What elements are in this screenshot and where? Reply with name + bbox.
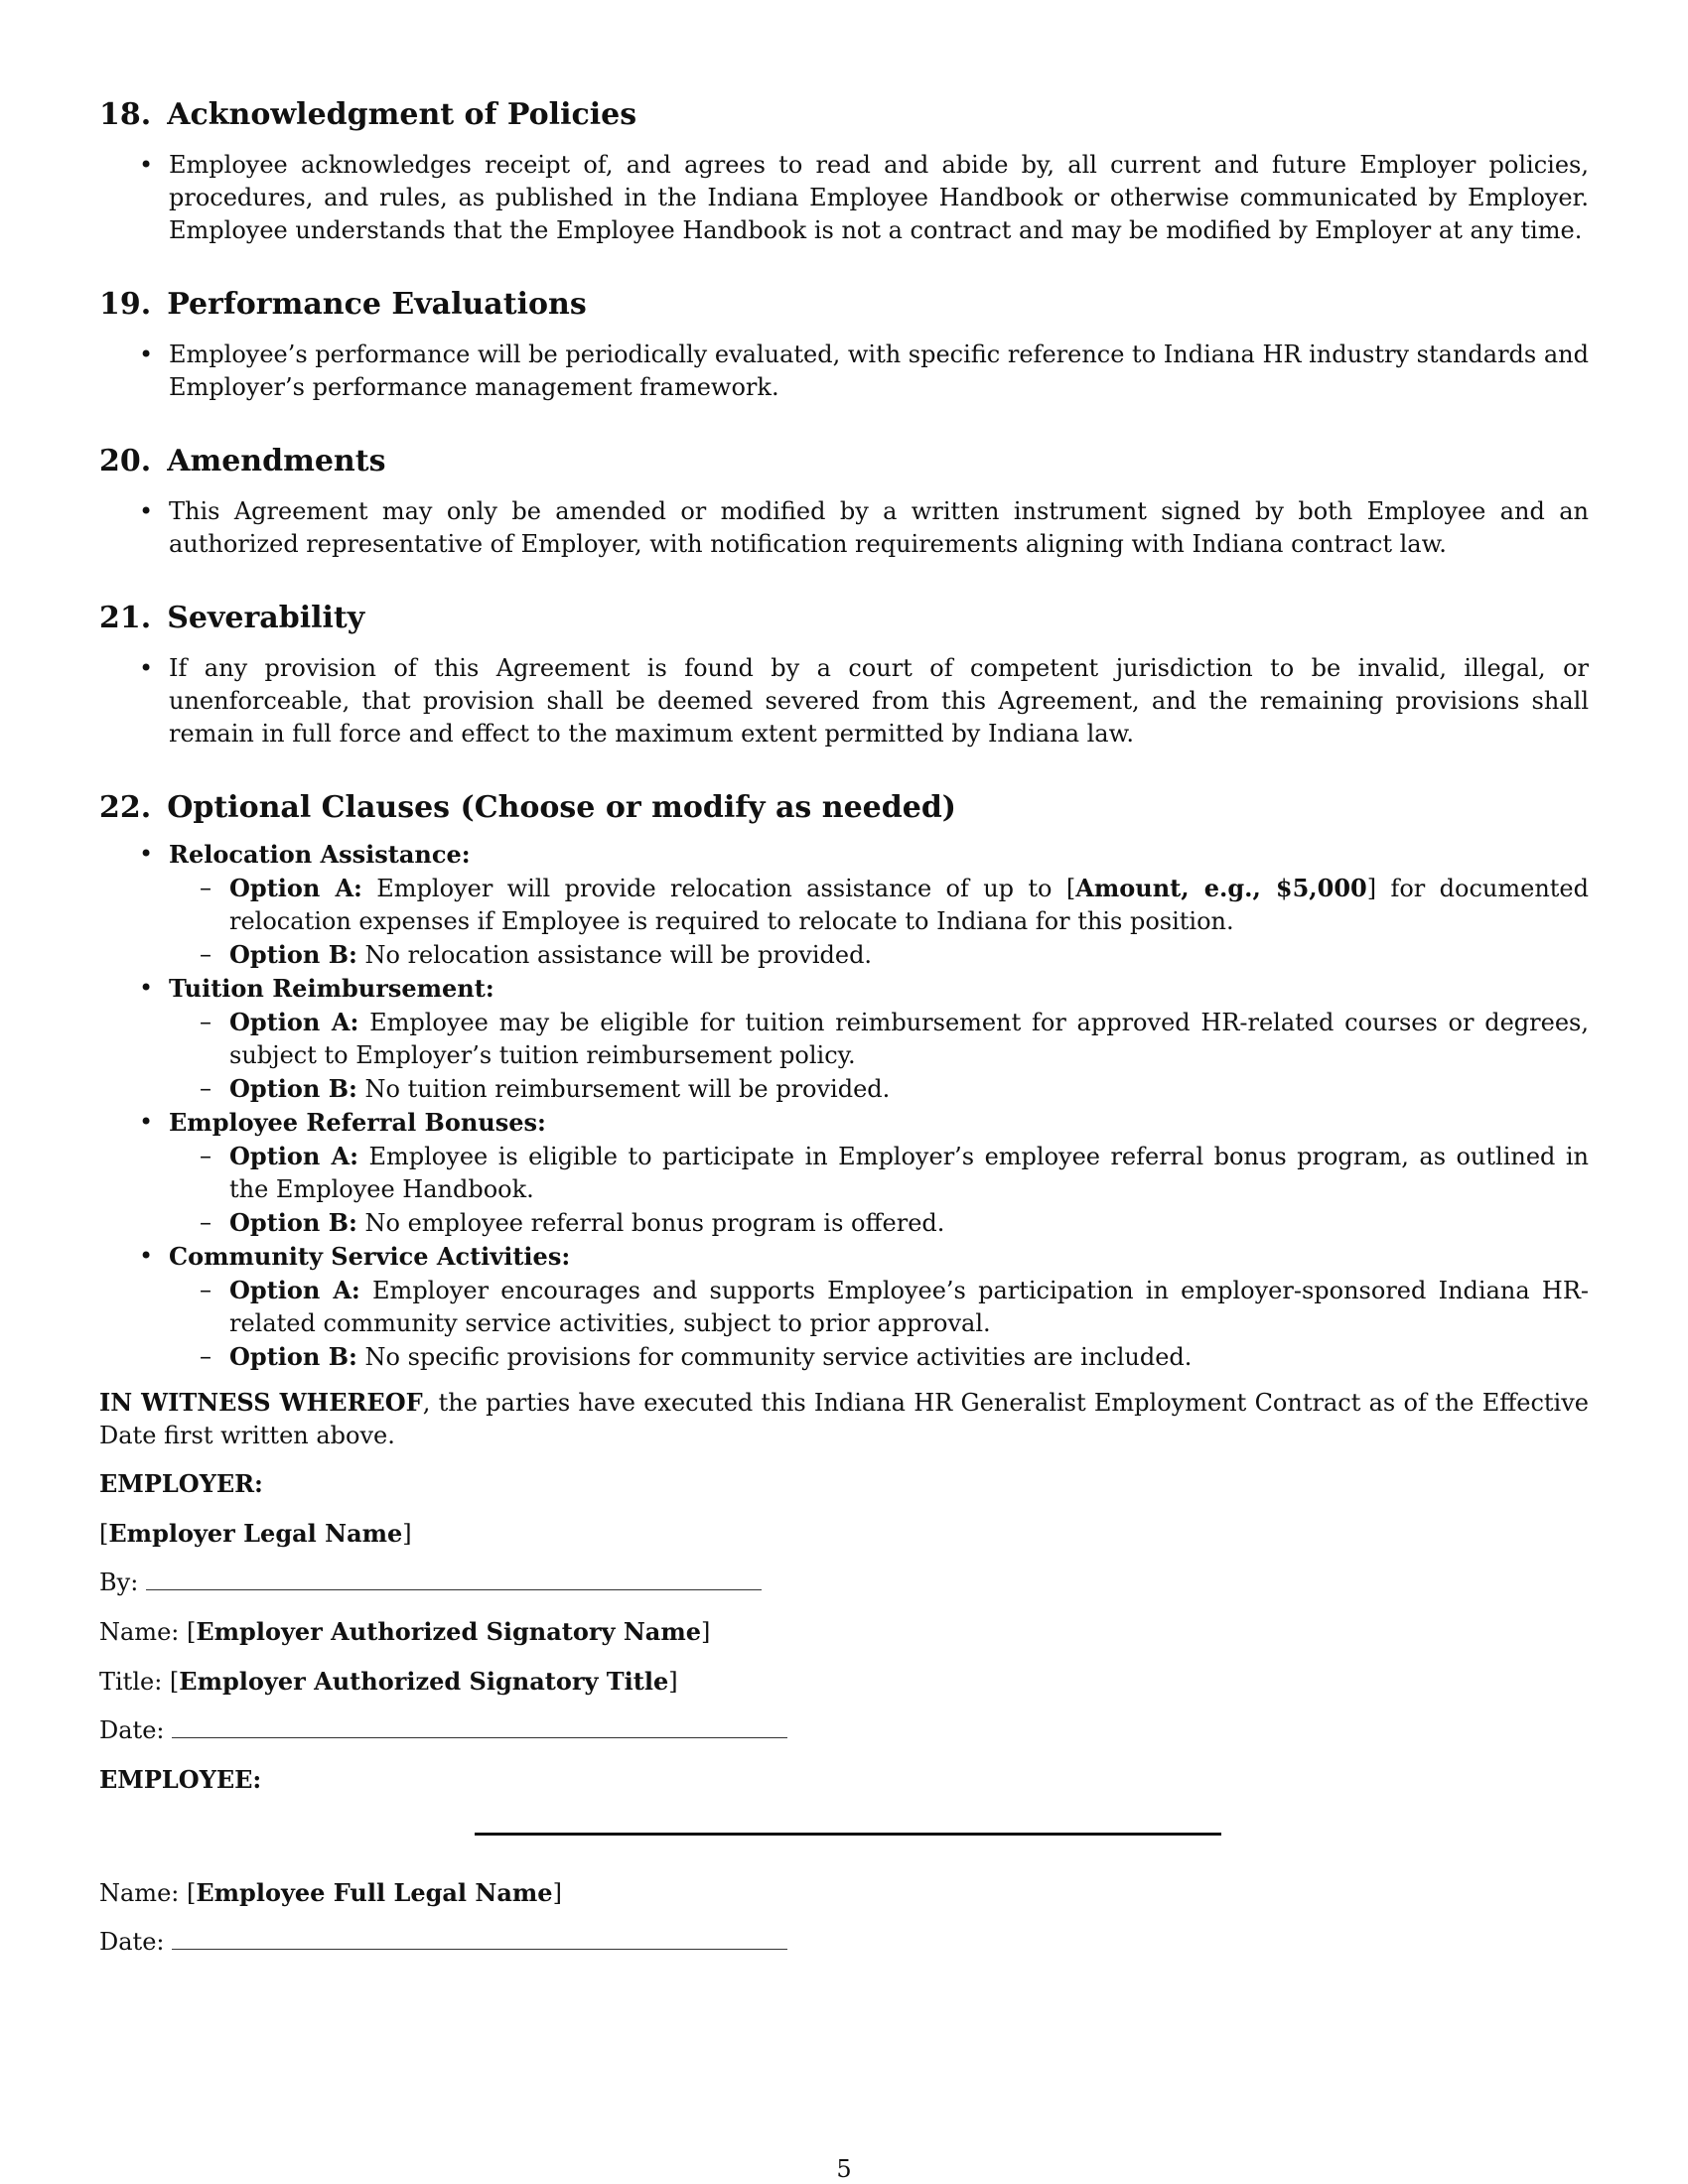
section-number: 19.: [99, 287, 152, 322]
clause-label: Community Service Activities:: [169, 1242, 571, 1271]
section-paragraph: • This Agreement may only be amended or modified by a written instrument signed by both Employee and an authorized representative of Employer, with notification requirements aligning with Indiana contract law.: [169, 495, 1589, 561]
title-label: Title:: [99, 1668, 163, 1696]
section-title: Severability: [167, 601, 365, 635]
employer-date-line: [99, 1714, 1589, 1747]
clause-label: Relocation Assistance:: [169, 840, 471, 869]
by-label: By:: [99, 1569, 139, 1596]
employee-signature-block: [99, 1763, 1589, 1959]
option-b: [229, 938, 1589, 972]
section-heading: [99, 442, 1589, 481]
employer-name-line: Name: [Employer Authorized Signatory Name]: [99, 1617, 711, 1646]
signatory-title-placeholder: Employer Authorized Signatory Title: [179, 1667, 669, 1696]
witness-text: , the parties have executed this Indiana HR Generalist Employment Contract as of the Effective Date first written above.: [99, 1389, 1589, 1449]
page-number: 5: [836, 2155, 852, 2183]
clause-referral: [169, 1106, 1589, 1240]
employer-legal-name-placeholder: Employer Legal Name: [108, 1519, 403, 1548]
employee-name-line: Name: [Employee Full Legal Name]: [99, 1878, 562, 1907]
section-heading: [99, 95, 1589, 135]
option-label: Option B:: [229, 1074, 357, 1103]
section-number: 18.: [99, 97, 152, 132]
amount-placeholder: Amount, e.g., $5,000: [1075, 874, 1367, 902]
section-21: [99, 599, 1589, 751]
date-label: Date:: [99, 1716, 165, 1744]
section-number: 20.: [99, 444, 152, 478]
option-text: ] for documented relocation expenses if Employee is required to relocate to Indiana for this position.: [229, 875, 1589, 935]
option-text: Employee may be eligible for tuition reimbursement for approved HR-related courses or degrees, subject to Employer’s tuition reimbursement policy.: [229, 1009, 1589, 1069]
employer-title-line: Title: [Employer Authorized Signatory Title]: [99, 1667, 678, 1696]
option-text: Employee is eligible to participate in Employer’s employee referral bonus program, as outlined in the Employee Handbook.: [229, 1143, 1589, 1203]
section-paragraph: • If any provision of this Agreement is found by a court of competent jurisdiction to be invalid, illegal, or unenforceable, that provision shall be deemed severed from this Agreement, and the remaining provisions shall remain in full force and effect to the maximum extent permitted by Indiana law.: [169, 652, 1589, 751]
name-label: Name:: [99, 1618, 180, 1646]
option-a: [229, 1140, 1589, 1206]
clause-relocation: [169, 838, 1589, 972]
clause-label: Employee Referral Bonuses:: [169, 1108, 546, 1137]
option-a: [229, 1006, 1589, 1072]
name-label: Name:: [99, 1879, 180, 1907]
date-label: Date:: [99, 1928, 165, 1956]
section-number: 21.: [99, 601, 152, 635]
option-text: No relocation assistance will be provided.: [356, 941, 873, 969]
option-a: [229, 872, 1589, 938]
section-19: [99, 285, 1589, 404]
option-label: Option B:: [229, 940, 357, 969]
employer-by-line: [99, 1567, 1589, 1599]
employee-heading: EMPLOYEE:: [99, 1765, 262, 1794]
option-b: [229, 1072, 1589, 1106]
section-title: Acknowledgment of Policies: [167, 97, 637, 132]
section-18: [99, 95, 1589, 247]
option-text: Employer encourages and supports Employee’s participation in employer-sponsored Indiana HR-related community service activities, subject to prior approval.: [229, 1277, 1589, 1337]
employee-signature-line[interactable]: [475, 1833, 1221, 1836]
witness-paragraph: [99, 1386, 1589, 1452]
option-a: [229, 1274, 1589, 1340]
option-label: Option B:: [229, 1208, 357, 1237]
option-label: Option A:: [229, 1008, 359, 1036]
clause-label: Tuition Reimbursement:: [169, 974, 494, 1003]
option-label: Option A:: [229, 1276, 360, 1304]
optional-clauses-list: [99, 838, 1589, 1374]
option-text: Employer will provide relocation assistance of up to [: [361, 875, 1076, 902]
option-label: Option A:: [229, 874, 362, 902]
section-heading: [99, 599, 1589, 638]
section-paragraph: • Employee’s performance will be periodically evaluated, with specific reference to Indiana HR industry standards and Employer’s performance management framework.: [169, 339, 1589, 404]
option-text: No specific provisions for community service activities are included.: [356, 1343, 1193, 1371]
clause-tuition: [169, 972, 1589, 1106]
section-heading: [99, 285, 1589, 325]
section-title: Performance Evaluations: [167, 287, 587, 322]
section-number: 22.: [99, 790, 152, 825]
witness-heading: IN WITNESS WHEREOF: [99, 1388, 423, 1417]
option-text: No tuition reimbursement will be provided.: [356, 1075, 891, 1103]
option-text: No employee referral bonus program is offered.: [356, 1209, 945, 1237]
employer-date-field[interactable]: [172, 1715, 787, 1738]
document-page: [99, 95, 1589, 1959]
option-label: Option A:: [229, 1142, 359, 1170]
employer-signature-line[interactable]: [146, 1568, 762, 1590]
employer-heading: EMPLOYER:: [99, 1469, 263, 1498]
employee-date-field[interactable]: [172, 1927, 787, 1950]
option-b: [229, 1340, 1589, 1374]
option-label: Option B:: [229, 1342, 357, 1371]
signatory-name-placeholder: Employer Authorized Signatory Name: [196, 1617, 701, 1646]
section-heading: [99, 788, 1589, 828]
employer-legal-name: [Employer Legal Name]: [99, 1519, 412, 1548]
section-title: Amendments: [167, 444, 386, 478]
section-22: [99, 788, 1589, 1374]
clause-community-service: [169, 1240, 1589, 1374]
section-title: Optional Clauses (Choose or modify as needed): [167, 790, 956, 825]
employer-signature-block: [99, 1467, 1589, 1747]
section-20: [99, 442, 1589, 561]
option-b: [229, 1206, 1589, 1240]
employee-date-line: [99, 1926, 1589, 1959]
section-paragraph: • Employee acknowledges receipt of, and agrees to read and abide by, all current and future Employer policies, procedures, and rules, as published in the Indiana Employee Handbook or otherwise communicated by Employer. Employee understands that the Employee Handbook is not a contract and may be modified by Employer at any time.: [169, 149, 1589, 247]
employee-name-placeholder: Employee Full Legal Name: [196, 1878, 553, 1907]
